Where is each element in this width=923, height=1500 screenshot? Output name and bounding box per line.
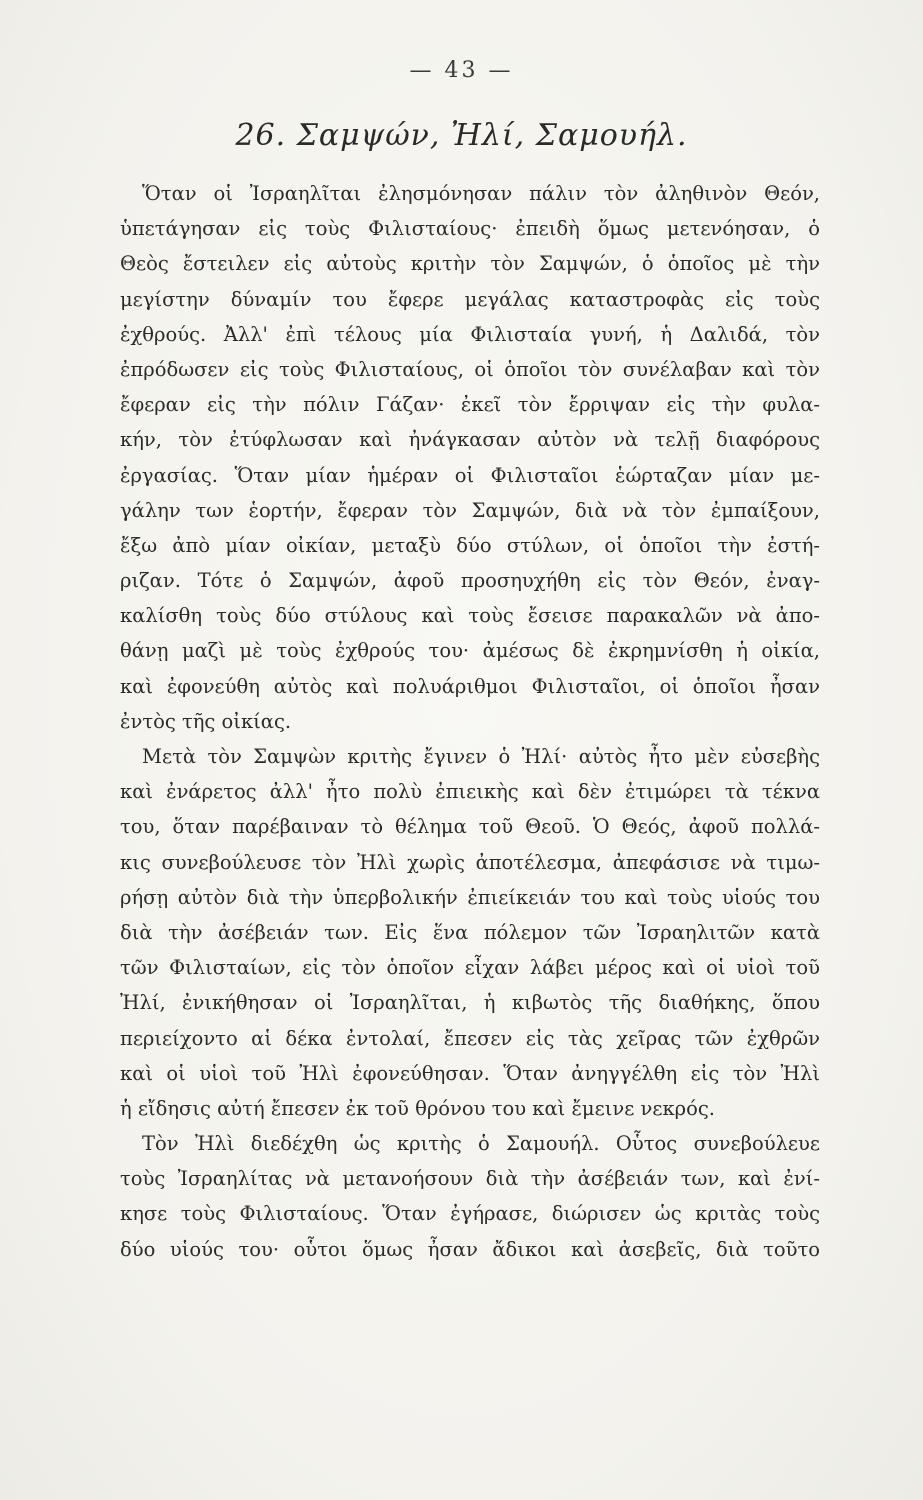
text-line: κήν, τὸν ἐτύφλωσαν καὶ ἠνάγκασαν αὐτὸν νὰ τελῇ διαφόρους [120,428,820,452]
text-line: καλίσθη τοὺς δύο στύλους καὶ τοὺς ἔσεισε παρακαλῶν νὰ ἀπο- [120,604,820,628]
text-line: ἔφεραν εἰς τὴν πόλιν Γάζαν· ἐκεῖ τὸν ἔρριψαν εἰς τὴν φυλα- [120,393,820,417]
text-line: θάνῃ μαζὶ μὲ τοὺς ἐχθρούς του· ἀμέσως δὲ ἐκρημνίσθη ἡ οἰκία, [120,639,820,663]
page-number: — 43 — [409,58,514,83]
paragraph [120,739,820,1126]
text-line: ρήσῃ αὐτὸν διὰ τὴν ὑπερβολικήν ἐπιείκειάν του καὶ τοὺς υἱούς του [120,885,820,909]
text-line: καὶ ἐφονεύθη αὐτὸς καὶ πολυάριθμοι Φιλισταῖοι, οἱ ὁποῖοι ἦσαν [120,674,820,698]
chapter-title: 26. Σαμψών, Ἠλί, Σαμουήλ. [235,118,688,153]
body-text [120,176,820,1267]
text-line: Θεὸς ἔστειλεν εἰς αὐτοὺς κριτὴν τὸν Σαμψών, ὁ ὁποῖος μὲ τὴν [120,252,820,276]
text-line: καὶ ἐνάρετος ἀλλ' ἦτο πολὺ ἐπιεικὴς καὶ δὲν ἐτιμώρει τὰ τέκνα [120,780,820,804]
text-line: Τὸν Ἠλὶ διεδέχθη ὡς κριτὴς ὁ Σαμουήλ. Οὗτος συνεβούλευε [142,1132,820,1156]
text-line: ὑπετάγησαν εἰς τοὺς Φιλισταίους· ἐπειδὴ ὅμως μετενόησαν, ὁ [120,217,820,241]
text-line: ἐπρόδωσεν εἰς τοὺς Φιλισταίους, οἱ ὁποῖοι τὸν συνέλαβαν καὶ τὸν [120,357,820,381]
text-line: κις συνεβούλευσε τὸν Ἠλὶ χωρὶς ἀποτέλεσμα, ἀπεφάσισε νὰ τιμω- [120,850,820,874]
text-line: γάλην των ἑορτήν, ἔφεραν τὸν Σαμψών, διὰ νὰ τὸν ἐμπαίξουν, [120,498,820,522]
text-line: του, ὅταν παρέβαιναν τὸ θέλημα τοῦ Θεοῦ. Ὁ Θεός, ἀφοῦ πολλά- [120,815,820,839]
text-line: ριζαν. Τότε ὁ Σαμψών, ἀφοῦ προσηυχήθη εἰς τὸν Θεόν, ἐναγ- [120,569,820,593]
paragraph [120,1126,820,1267]
text-line: ἐχθρούς. Ἀλλ' ἐπὶ τέλους μία Φιλισταία γυνή, ἡ Δαλιδά, τὸν [120,322,820,346]
text-line: κησε τοὺς Φιλισταίους. Ὅταν ἐγήρασε, διώρισεν ὡς κριτὰς τοὺς [120,1202,820,1226]
text-line: ἔξω ἀπὸ μίαν οἰκίαν, μεταξὺ δύο στύλων, οἱ ὁποῖοι τὴν ἐστή- [120,533,820,557]
text-line: δύο υἱούς του· οὗτοι ὅμως ἦσαν ἄδικοι καὶ ἀσεβεῖς, διὰ τοῦτο [120,1237,820,1261]
text-line: τῶν Φιλισταίων, εἰς τὸν ὁποῖον εἶχαν λάβει μέρος καὶ οἱ υἱοὶ τοῦ [120,956,820,980]
text-line: ἐντὸς τῆς οἰκίας. [120,709,292,733]
text-line: περιείχοντο αἱ δέκα ἐντολαί, ἔπεσεν εἰς τὰς χεῖρας τῶν ἐχθρῶν [120,1026,820,1050]
text-line: καὶ οἱ υἱοὶ τοῦ Ἠλὶ ἐφονεύθησαν. Ὅταν ἀνηγγέλθη εἰς τὸν Ἠλὶ [120,1061,820,1085]
paragraph [120,176,820,739]
text-line: μεγίστην δύναμίν του ἔφερε μεγάλας καταστροφὰς εἰς τοὺς [120,287,820,311]
text-line: Μετὰ τὸν Σαμψὼν κριτὴς ἔγινεν ὁ Ἠλί· αὐτὸς ἦτο μὲν εὐσεβὴς [142,745,820,768]
text-line: Ἠλί, ἐνικήθησαν οἱ Ἰσραηλῖται, ἡ κιβωτὸς τῆς διαθήκης, ὅπου [120,991,820,1015]
text-line: Ὅταν οἱ Ἰσραηλῖται ἐλησμόνησαν πάλιν τὸν ἀληθινὸν Θεόν, [142,182,820,205]
text-line: διὰ τὴν ἀσέβειάν των. Εἰς ἕνα πόλεμον τῶν Ἰσραηλιτῶν κατὰ [120,920,820,944]
text-line: ἡ εἴδησις αὐτή ἔπεσεν ἐκ τοῦ θρόνου του καὶ ἔμεινε νεκρός. [120,1096,715,1120]
text-line: τοὺς Ἰσραηλίτας νὰ μετανοήσουν διὰ τὴν ἀσέβειάν των, καὶ ἐνί- [120,1167,820,1191]
text-line: ἐργασίας. Ὅταν μίαν ἡμέραν οἱ Φιλισταῖοι ἑώρταζαν μίαν με- [120,463,820,487]
